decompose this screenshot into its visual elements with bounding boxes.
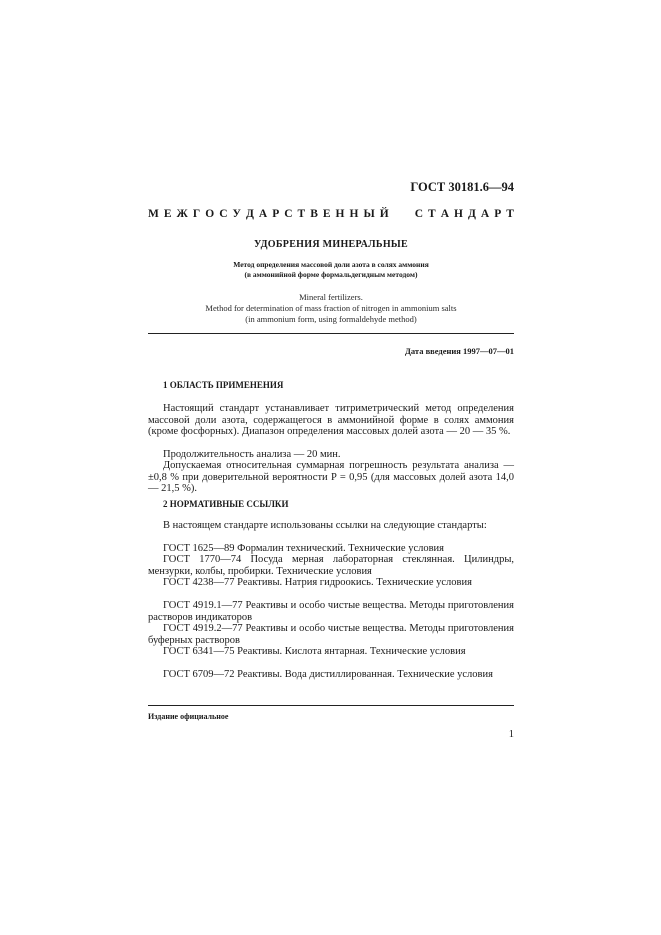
interstate-letter: Д bbox=[467, 208, 476, 220]
reference-item: ГОСТ 1770—74 Посуда мерная лабораторная стеклянная. Цилиндры, мензурки, колбы, пробирки. Технические условия bbox=[148, 554, 514, 577]
interstate-letter: Т bbox=[297, 208, 306, 220]
references-intro: В настоящем стандарте использованы ссылки на следующие стандарты: bbox=[163, 520, 487, 531]
reference-item: ГОСТ 4919.1—77 Реактивы и особо чистые вещества. Методы приготовления растворов индикаторов bbox=[148, 600, 514, 623]
interstate-letter: Н bbox=[454, 208, 463, 220]
interstate-letter: Т bbox=[506, 208, 514, 220]
interstate-letter: В bbox=[310, 208, 318, 220]
scope-paragraph-2: Продолжительность анализа — 20 мин. bbox=[163, 449, 341, 460]
reference-item: ГОСТ 4919.2—77 Реактивы и особо чистые вещества. Методы приготовления буферных растворов bbox=[148, 623, 514, 646]
english-title-line-2: Method for determination of mass fraction of nitrogen in ammonium salts bbox=[205, 303, 457, 313]
top-divider bbox=[148, 333, 514, 334]
interstate-letter: Т bbox=[428, 208, 436, 220]
scope-paragraph-3: Допускаемая относительная суммарная погрешность результата анализа — ±0,8 % при доверительной вероятности P = 0,95 (для массовых долей азота 14,0 — 21,5 %). bbox=[148, 460, 514, 494]
interstate-letter: А bbox=[440, 208, 449, 220]
english-title-line-3: (in ammonium form, using formaldehyde method) bbox=[245, 314, 417, 324]
interstate-letter: Ы bbox=[363, 208, 375, 220]
interstate-letter: Н bbox=[349, 208, 359, 220]
interstate-letter: С bbox=[284, 208, 293, 220]
interstate-letter: Ж bbox=[176, 208, 188, 220]
interstate-letter: А bbox=[258, 208, 268, 220]
footer-divider bbox=[148, 705, 514, 706]
reference-item: ГОСТ 6709—72 Реактивы. Вода дистиллированная. Технические условия bbox=[163, 669, 493, 680]
method-subtitle bbox=[148, 260, 514, 280]
interstate-letter: У bbox=[232, 208, 241, 220]
edition-note: Издание официальное bbox=[148, 712, 229, 721]
reference-item: ГОСТ 1625—89 Формалин технический. Технические условия bbox=[163, 543, 445, 554]
interstate-letter: Н bbox=[335, 208, 345, 220]
interstate-letter: Е bbox=[322, 208, 331, 220]
reference-item: ГОСТ 6341—75 Реактивы. Кислота янтарная. Технические условия bbox=[163, 646, 466, 657]
section-scope-heading: 1 ОБЛАСТЬ ПРИМЕНЕНИЯ bbox=[163, 380, 284, 390]
word-gap bbox=[394, 208, 410, 220]
page-number: 1 bbox=[508, 729, 514, 740]
interstate-standard-banner bbox=[148, 208, 514, 220]
reference-item: ГОСТ 4238—77 Реактивы. Натрия гидроокись. Технические условия bbox=[163, 577, 472, 588]
interstate-letter: Е bbox=[163, 208, 172, 220]
interstate-letter: Д bbox=[245, 208, 254, 220]
interstate-letter: Й bbox=[379, 208, 389, 220]
interstate-letter: А bbox=[480, 208, 490, 220]
english-title bbox=[148, 292, 514, 325]
method-line-2: (в аммонийной форме формальдегидным методом) bbox=[244, 270, 418, 279]
method-line-1: Метод определения массовой доли азота в солях аммония bbox=[233, 260, 429, 269]
scope-paragraph-1: Настоящий стандарт устанавливает титриметрический метод определения массовой доли азота, содержащегося в аммонийной форме в солях аммония (кроме фосфорных). Диапазон определения массовых долей азота — 20 — 35 %. bbox=[148, 403, 514, 437]
interstate-letter: Г bbox=[192, 208, 201, 220]
interstate-letter: О bbox=[205, 208, 215, 220]
english-title-line-1: Mineral fertilizers. bbox=[299, 292, 363, 302]
interstate-letter: С bbox=[414, 208, 424, 220]
interstate-letter: Р bbox=[494, 208, 502, 220]
standard-number: ГОСТ 30181.6—94 bbox=[410, 180, 514, 194]
effective-date: Дата введения 1997—07—01 bbox=[405, 346, 514, 356]
section-references-heading: 2 НОРМАТИВНЫЕ ССЫЛКИ bbox=[163, 499, 289, 509]
document-title: УДОБРЕНИЯ МИНЕРАЛЬНЫЕ bbox=[254, 239, 408, 250]
interstate-letter: Р bbox=[272, 208, 280, 220]
interstate-letter: С bbox=[219, 208, 228, 220]
interstate-letter: М bbox=[148, 208, 159, 220]
